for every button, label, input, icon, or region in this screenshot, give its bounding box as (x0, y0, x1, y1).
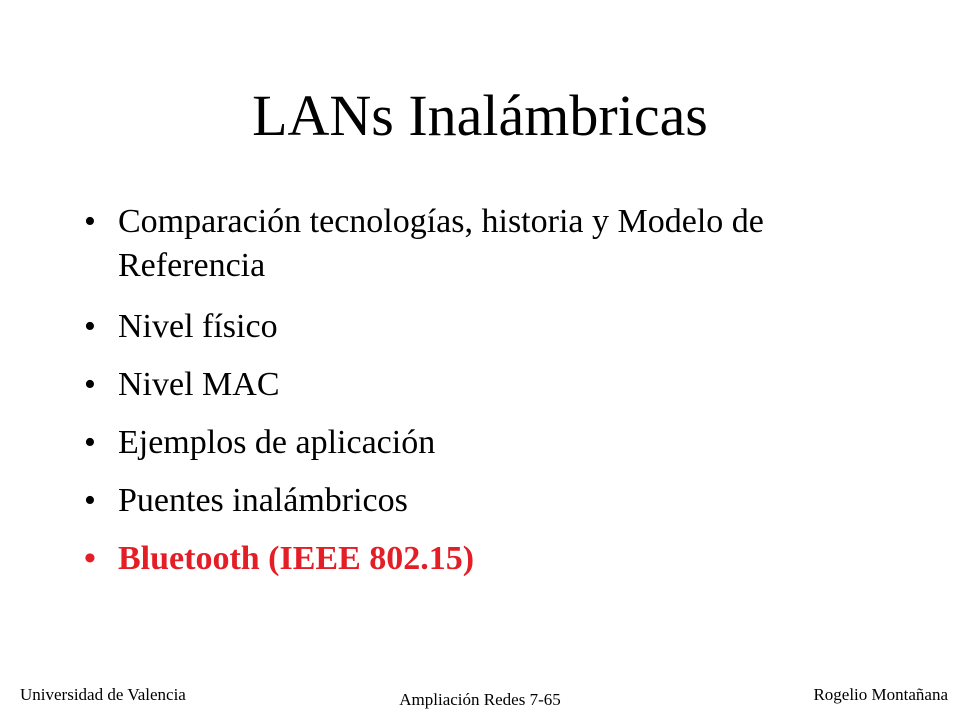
bullet-text: Nivel MAC (118, 366, 280, 403)
bullet-dot-icon: • (84, 482, 96, 519)
bullet-text: Puentes inalámbricos (118, 482, 408, 519)
bullet-dot-icon: • (84, 203, 96, 240)
bullet-dot-icon: • (84, 308, 96, 345)
bullet-item (84, 479, 904, 523)
bullet-text: Bluetooth (IEEE 802.15) (118, 540, 475, 577)
bullet-text: Ejemplos de aplicación (118, 424, 436, 461)
bullet-item-highlighted (84, 537, 904, 581)
bullet-dot-icon: • (84, 366, 96, 403)
footer-institution: Universidad de Valencia (20, 685, 186, 704)
bullet-item (84, 363, 904, 407)
bullet-dot-icon: • (84, 424, 96, 461)
slide-title: LANs Inalámbricas (252, 83, 708, 148)
footer-author: Rogelio Montañana (813, 685, 948, 704)
bullet-item (84, 421, 904, 465)
bullet-text: Nivel físico (118, 308, 278, 345)
bullet-item (84, 200, 904, 288)
footer-course-page: Ampliación Redes 7-65 (399, 690, 561, 709)
bullet-list (84, 200, 904, 595)
bullet-item (84, 305, 904, 349)
bullet-text: Comparación tecnologías, historia y Modelo de Referencia (118, 203, 764, 284)
bullet-dot-icon: • (84, 540, 96, 577)
